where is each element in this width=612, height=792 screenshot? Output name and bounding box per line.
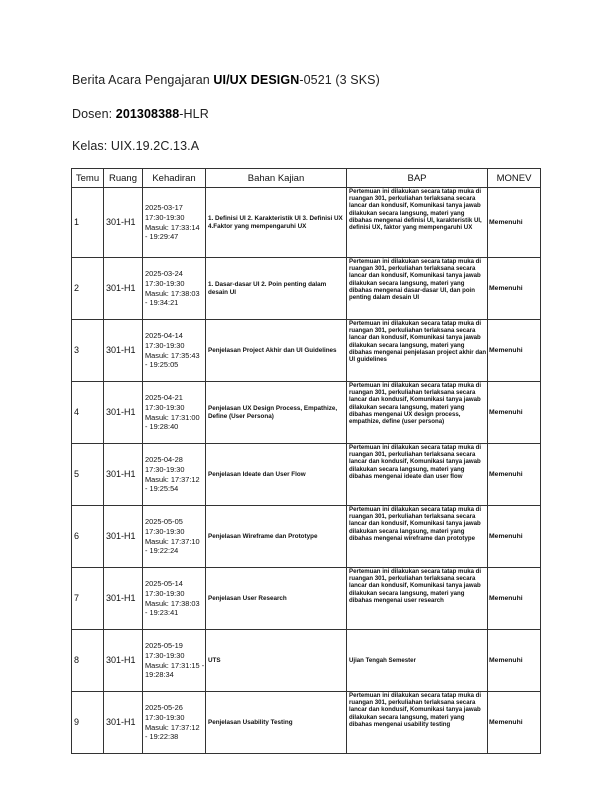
attendance-line: 2025-04-21 — [145, 392, 183, 402]
lecturer-line — [72, 107, 209, 121]
meeting-number-cell: 4 — [72, 382, 104, 444]
bap-cell: Pertemuan ini dilakukan secara tatap muka di ruangan 301, perkuliahan terlaksana secara lancar dan kondusif, Komunikasi tanya jawab dilakukan secara langsung, materi yang dibahas mengenai dasar-dasar UI, dan poin penting dalam desain UI — [347, 258, 488, 320]
attendance-cell — [143, 188, 206, 258]
monev-cell: Memenuhi — [488, 506, 541, 568]
attendance-line: 2025-05-19 — [145, 640, 183, 650]
attendance-cell — [143, 320, 206, 382]
table-row — [72, 444, 541, 506]
teaching-record-table — [71, 168, 541, 754]
col-header-attendance: Kehadiran — [143, 169, 206, 188]
attendance-line: Masuk: 17:37:12 — [145, 722, 200, 732]
title-prefix: Berita Acara Pengajaran — [72, 73, 214, 87]
attendance-line: Masuk: 17:37:10 — [145, 536, 200, 546]
attendance-line: 2025-05-05 — [145, 516, 183, 526]
attendance-line: Masuk: 17:31:00 — [145, 412, 200, 422]
attendance-line: - 19:34:21 — [145, 298, 179, 308]
attendance-line: Masuk: 17:38:03 — [145, 288, 200, 298]
bap-cell: Pertemuan ini dilakukan secara tatap muka di ruangan 301, perkuliahan terlaksana secara lancar dan kondusif, Komunikasi tanya jawab dilakukan secara langsung, materi yang dibahas mengenai definisi UI, karakteristik UI, definisi UX, faktor yang mempengaruhi UX — [347, 188, 488, 258]
attendance-line: 17:30-19:30 — [145, 402, 185, 412]
monev-cell: Memenuhi — [488, 630, 541, 692]
monev-cell: Memenuhi — [488, 320, 541, 382]
attendance-line: 17:30-19:30 — [145, 588, 185, 598]
material-cell: Penjelasan Project Akhir dan UI Guidelines — [206, 320, 347, 382]
table-row — [72, 630, 541, 692]
bap-cell: Pertemuan ini dilakukan secara tatap muka di ruangan 301, perkuliahan terlaksana secara lancar dan kondusif, Komunikasi tanya jawab dilakukan secara langsung, materi yang dibahas mengenai ideate dan user flow — [347, 444, 488, 506]
attendance-line: 2025-03-24 — [145, 268, 183, 278]
table-row — [72, 382, 541, 444]
table-row — [72, 506, 541, 568]
room-cell: 301-H1 — [104, 692, 143, 754]
attendance-line: - 19:28:40 — [145, 422, 179, 432]
attendance-line: - 19:23:41 — [145, 608, 179, 618]
lecturer-label: Dosen: — [72, 107, 116, 121]
material-cell: Penjelasan Usability Testing — [206, 692, 347, 754]
bap-cell: Pertemuan ini dilakukan secara tatap muka di ruangan 301, perkuliahan terlaksana secara lancar dan kondusif, Komunikasi tanya jawab dilakukan secara langsung, materi yang dibahas mengenai UX design process, empathize, define (user persona) — [347, 382, 488, 444]
attendance-line: 2025-05-14 — [145, 578, 183, 588]
room-cell: 301-H1 — [104, 506, 143, 568]
room-cell: 301-H1 — [104, 188, 143, 258]
attendance-line: Masuk: 17:38:03 — [145, 598, 200, 608]
bap-cell: Pertemuan ini dilakukan secara tatap muka di ruangan 301, perkuliahan terlaksana secara lancar dan kondusif, Komunikasi tanya jawab dilakukan secara langsung, materi yang dibahas mengenai usability testing — [347, 692, 488, 754]
meeting-number-cell: 8 — [72, 630, 104, 692]
material-cell: 1. Dasar-dasar UI 2. Poin penting dalam desain UI — [206, 258, 347, 320]
monev-cell: Memenuhi — [488, 568, 541, 630]
room-cell: 301-H1 — [104, 568, 143, 630]
attendance-cell — [143, 382, 206, 444]
room-cell: 301-H1 — [104, 320, 143, 382]
meeting-number-cell: 5 — [72, 444, 104, 506]
col-header-bap: BAP — [347, 169, 488, 188]
table-row — [72, 258, 541, 320]
monev-cell: Memenuhi — [488, 382, 541, 444]
monev-cell: Memenuhi — [488, 444, 541, 506]
room-cell: 301-H1 — [104, 630, 143, 692]
lecturer-suffix: -HLR — [179, 107, 209, 121]
attendance-cell — [143, 258, 206, 320]
material-cell: Penjelasan Wireframe dan Prototype — [206, 506, 347, 568]
material-cell: Penjelasan UX Design Process, Empathize, Define (User Persona) — [206, 382, 347, 444]
page-title — [72, 73, 380, 87]
material-cell: Penjelasan Ideate dan User Flow — [206, 444, 347, 506]
attendance-line: 17:30-19:30 — [145, 712, 185, 722]
attendance-line: 17:30-19:30 — [145, 278, 185, 288]
attendance-line: - 19:22:38 — [145, 732, 179, 742]
material-cell: Penjelasan User Research — [206, 568, 347, 630]
table-row — [72, 692, 541, 754]
monev-cell: Memenuhi — [488, 258, 541, 320]
attendance-line: 2025-04-28 — [145, 454, 183, 464]
table-row — [72, 320, 541, 382]
room-cell: 301-H1 — [104, 258, 143, 320]
attendance-line: Masuk: 17:31:15 - — [145, 660, 205, 670]
table-row — [72, 568, 541, 630]
attendance-cell — [143, 506, 206, 568]
attendance-cell — [143, 568, 206, 630]
attendance-line: 17:30-19:30 — [145, 340, 185, 350]
attendance-cell — [143, 444, 206, 506]
attendance-line: Masuk: 17:33:14 — [145, 222, 200, 232]
bap-cell: Pertemuan ini dilakukan secara tatap muka di ruangan 301, perkuliahan terlaksana secara lancar dan kondusif, Komunikasi tanya jawab dilakukan secara langsung, materi yang dibahas mengenai penjelasan project akhir dan UI guidelines — [347, 320, 488, 382]
attendance-line: 2025-03-17 — [145, 202, 183, 212]
course-name: UI/UX DESIGN — [213, 73, 300, 87]
monev-cell: Memenuhi — [488, 692, 541, 754]
col-header-room: Ruang — [104, 169, 143, 188]
attendance-line: 17:30-19:30 — [145, 212, 185, 222]
monev-cell: Memenuhi — [488, 188, 541, 258]
attendance-line: - 19:25:54 — [145, 484, 179, 494]
attendance-line: 17:30-19:30 — [145, 464, 185, 474]
meeting-number-cell: 2 — [72, 258, 104, 320]
col-header-no: Temu — [72, 169, 104, 188]
meeting-number-cell: 6 — [72, 506, 104, 568]
attendance-line: 17:30-19:30 — [145, 526, 185, 536]
attendance-line: - 19:29:47 — [145, 232, 179, 242]
room-cell: 301-H1 — [104, 382, 143, 444]
attendance-line: 2025-04-14 — [145, 330, 183, 340]
material-cell: 1. Definisi UI 2. Karakteristik UI 3. Definisi UX 4.Faktor yang mempengaruhi UX — [206, 188, 347, 258]
meeting-number-cell: 3 — [72, 320, 104, 382]
attendance-line: Masuk: 17:35:43 — [145, 350, 200, 360]
attendance-line: 19:28:34 — [145, 670, 174, 680]
bap-cell: Pertemuan ini dilakukan secara tatap muka di ruangan 301, perkuliahan terlaksana secara lancar dan kondusif, Komunikasi tanya jawab dilakukan secara langsung, materi yang dibahas mengenai user research — [347, 568, 488, 630]
attendance-cell — [143, 630, 206, 692]
material-cell: UTS — [206, 630, 347, 692]
class-line: Kelas: UIX.19.2C.13.A — [72, 139, 200, 153]
title-suffix: -0521 (3 SKS) — [299, 73, 380, 87]
attendance-line: - 19:25:05 — [145, 360, 179, 370]
table-header-row — [72, 169, 541, 188]
meeting-number-cell: 9 — [72, 692, 104, 754]
attendance-line: 2025-05-26 — [145, 702, 183, 712]
meeting-number-cell: 1 — [72, 188, 104, 258]
attendance-cell — [143, 692, 206, 754]
attendance-line: 17:30-19:30 — [145, 650, 185, 660]
attendance-line: - 19:22:24 — [145, 546, 179, 556]
col-header-material: Bahan Kajian — [206, 169, 347, 188]
col-header-monev: MONEV — [488, 169, 541, 188]
bap-cell: Ujian Tengah Semester — [347, 630, 488, 692]
table-row — [72, 188, 541, 258]
lecturer-id: 201308388 — [115, 107, 180, 121]
meeting-number-cell: 7 — [72, 568, 104, 630]
bap-cell: Pertemuan ini dilakukan secara tatap muka di ruangan 301, perkuliahan terlaksana secara lancar dan kondusif, Komunikasi tanya jawab dilakukan secara langsung, materi yang dibahas mengenai wireframe dan prototype — [347, 506, 488, 568]
attendance-line: Masuk: 17:37:12 — [145, 474, 200, 484]
room-cell: 301-H1 — [104, 444, 143, 506]
